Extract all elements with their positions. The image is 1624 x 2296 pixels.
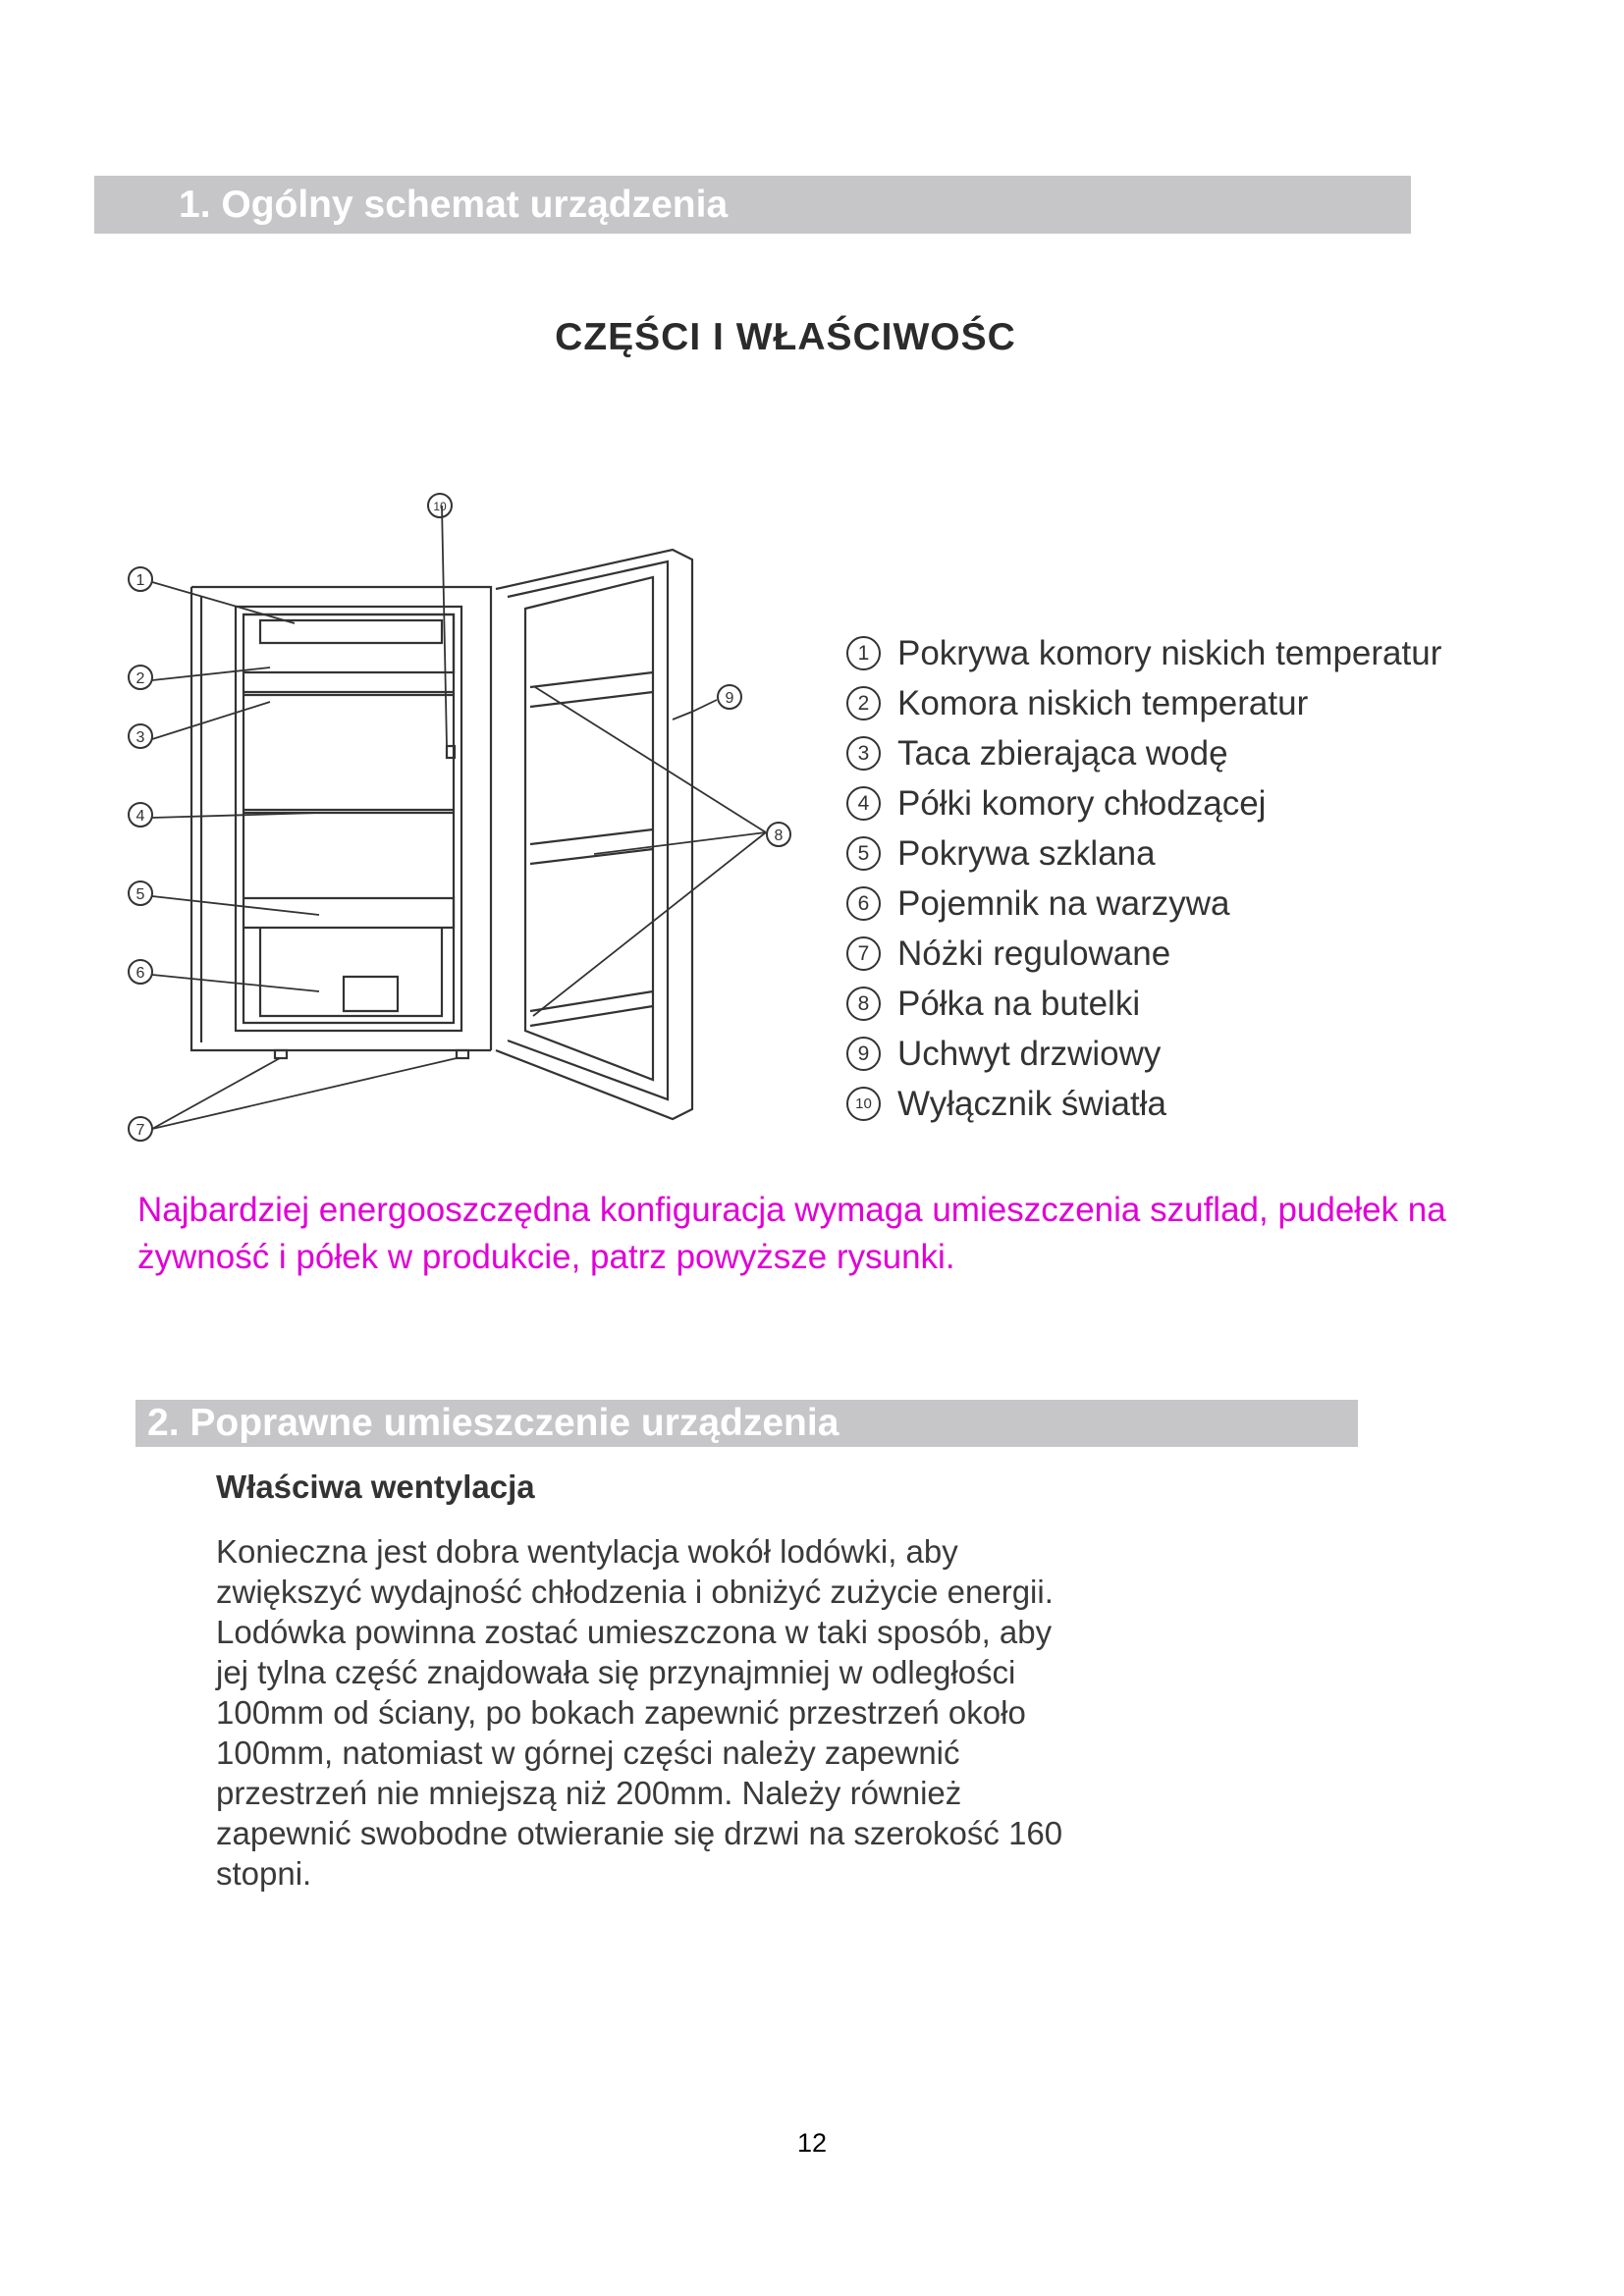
- door: [496, 550, 692, 1119]
- callout-5: [129, 881, 152, 905]
- shelves: [244, 692, 454, 813]
- svg-text:9: 9: [725, 690, 734, 707]
- svg-text:3: 3: [135, 729, 145, 746]
- svg-text:4: 4: [135, 808, 145, 825]
- cabinet-outline: [191, 587, 491, 1050]
- svg-text:2: 2: [135, 670, 145, 687]
- legend-label: Taca zbierająca wodę: [897, 733, 1228, 773]
- legend-item: [846, 879, 1441, 929]
- legend-label: Półka na butelki: [897, 984, 1141, 1023]
- ventilation-body: Konieczna jest dobra wentylacja wokół lodówki, aby zwiększyć wydajność chłodzenia i obniżyć zużycie energii. Lodówka powinna zostać umieszczona w taki sposób, aby jej tylna część znajdowała się przynajmniej w odległości 100mm od ściany, po bokach zapewnić przestrzeń około 100mm, natomiast w górnej części należy zapewnić przestrzeń nie mniejszą niż 200mm. Należy również zapewnić swobodne otwieranie się drzwi na szerokość 160 stopni.: [216, 1533, 1063, 1892]
- legend-number: 2: [846, 686, 881, 721]
- feet: [275, 1050, 468, 1058]
- legend-item: [846, 778, 1441, 828]
- svg-text:6: 6: [135, 965, 145, 982]
- callout-6: [129, 960, 152, 984]
- callout-4: [129, 803, 152, 827]
- legend-number: 7: [846, 936, 881, 971]
- legend-number: 5: [846, 836, 881, 871]
- legend-label: Uchwyt drzwiowy: [897, 1034, 1162, 1073]
- legend-label: Komora niskich temperatur: [897, 683, 1309, 722]
- energy-note: Najbardziej energooszczędna konfiguracja wymaga umieszczenia szuflad, pudełek na żywność i półek w produkcie, patrz powyższe rysunki.: [137, 1191, 1446, 1276]
- svg-text:7: 7: [135, 1122, 145, 1139]
- legend-number: 8: [846, 987, 881, 1021]
- parts-legend: [846, 628, 1441, 1129]
- legend-item: [846, 828, 1441, 879]
- legend-item: [846, 929, 1441, 979]
- legend-number: 3: [846, 736, 881, 771]
- legend-item: [846, 678, 1441, 728]
- ventilation-heading: Właściwa wentylacja: [216, 1468, 535, 1505]
- svg-text:8: 8: [774, 828, 784, 844]
- callout-2: [129, 666, 152, 689]
- page-number: 12: [796, 2128, 828, 2158]
- crisper-drawer: [244, 898, 454, 1016]
- svg-text:5: 5: [135, 886, 145, 903]
- callout-1: [129, 567, 152, 591]
- callout-3: [129, 724, 152, 748]
- legend-number: 6: [846, 886, 881, 921]
- legend-item: [846, 1029, 1441, 1079]
- callout-8: [767, 823, 790, 846]
- legend-number: 1: [846, 636, 881, 670]
- section-2-header: 2. Poprawne umieszczenie urządzenia: [135, 1400, 1358, 1447]
- legend-item: [846, 628, 1441, 678]
- legend-number: 4: [846, 786, 881, 821]
- legend-item: [846, 728, 1441, 778]
- svg-text:10: 10: [433, 500, 447, 513]
- legend-label: Pojemnik na warzywa: [897, 883, 1230, 923]
- section-1-header: 1. Ogólny schemat urządzenia: [94, 176, 1411, 234]
- legend-item: [846, 1079, 1441, 1129]
- callout-9: [718, 685, 741, 709]
- freezer-compartment: [244, 614, 454, 672]
- legend-number: 10: [846, 1087, 881, 1121]
- fridge-diagram: [123, 481, 830, 1148]
- legend-label: Nóżki regulowane: [897, 934, 1171, 973]
- parts-title: CZĘŚCI I WŁAŚCIWOŚC: [555, 316, 1016, 358]
- legend-label: Wyłącznik światła: [897, 1084, 1166, 1123]
- callout-10: [428, 494, 452, 517]
- legend-item: [846, 979, 1441, 1029]
- callout-7: [129, 1117, 152, 1141]
- legend-label: Pokrywa szklana: [897, 833, 1156, 873]
- svg-text:1: 1: [135, 572, 145, 589]
- legend-number: 9: [846, 1037, 881, 1071]
- legend-label: Pokrywa komory niskich temperatur: [897, 633, 1442, 672]
- legend-label: Półki komory chłodzącej: [897, 783, 1267, 823]
